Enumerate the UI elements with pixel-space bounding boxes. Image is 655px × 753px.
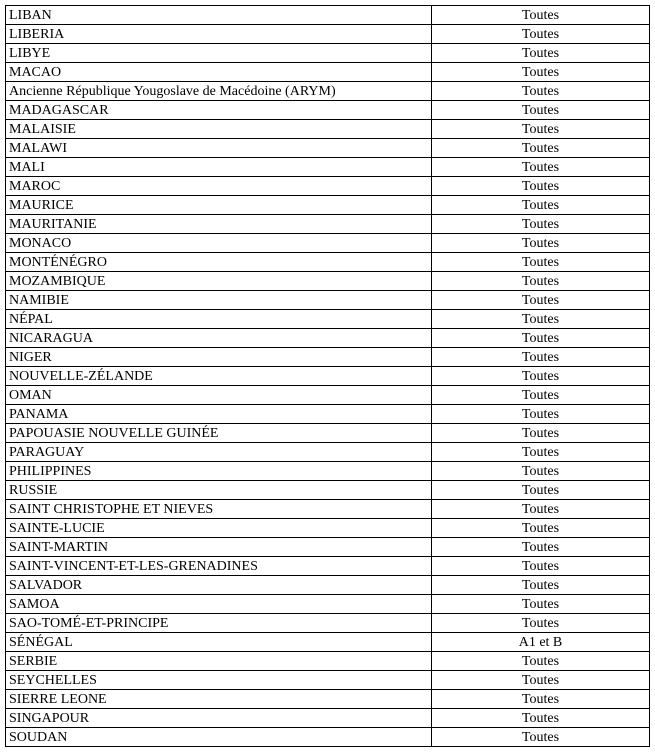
table-row — [6, 576, 650, 595]
category-cell: Toutes — [432, 424, 650, 443]
table-row — [6, 63, 650, 82]
table-row — [6, 633, 650, 652]
category-cell: Toutes — [432, 386, 650, 405]
country-cell: MOZAMBIQUE — [6, 272, 432, 291]
category-cell: Toutes — [432, 215, 650, 234]
table-row — [6, 177, 650, 196]
table-row — [6, 652, 650, 671]
table-row — [6, 158, 650, 177]
table-row — [6, 234, 650, 253]
country-cell: OMAN — [6, 386, 432, 405]
country-cell: PAPOUASIE NOUVELLE GUINÉE — [6, 424, 432, 443]
category-cell: Toutes — [432, 538, 650, 557]
table-row — [6, 671, 650, 690]
category-cell: Toutes — [432, 101, 650, 120]
table-row — [6, 367, 650, 386]
country-cell: NOUVELLE-ZÉLANDE — [6, 367, 432, 386]
category-cell: Toutes — [432, 595, 650, 614]
category-cell: Toutes — [432, 481, 650, 500]
country-cell: MAURITANIE — [6, 215, 432, 234]
country-cell: SALVADOR — [6, 576, 432, 595]
category-cell: Toutes — [432, 25, 650, 44]
table-row — [6, 614, 650, 633]
table-row — [6, 519, 650, 538]
category-cell: Toutes — [432, 405, 650, 424]
table-row — [6, 44, 650, 63]
category-cell: Toutes — [432, 6, 650, 25]
country-cell: NÉPAL — [6, 310, 432, 329]
table-row — [6, 196, 650, 215]
country-cell: SAINT CHRISTOPHE ET NIEVES — [6, 500, 432, 519]
category-cell: Toutes — [432, 576, 650, 595]
category-cell: Toutes — [432, 671, 650, 690]
table-row — [6, 120, 650, 139]
table-row — [6, 500, 650, 519]
category-cell: Toutes — [432, 557, 650, 576]
country-cell: Ancienne République Yougoslave de Macédoine (ARYM) — [6, 82, 432, 101]
country-cell: PHILIPPINES — [6, 462, 432, 481]
category-cell: Toutes — [432, 196, 650, 215]
country-cell: RUSSIE — [6, 481, 432, 500]
table-row — [6, 595, 650, 614]
category-cell: Toutes — [432, 462, 650, 481]
country-cell: MAURICE — [6, 196, 432, 215]
category-cell: Toutes — [432, 519, 650, 538]
table-row — [6, 481, 650, 500]
table-row — [6, 424, 650, 443]
table-row — [6, 557, 650, 576]
table-row — [6, 25, 650, 44]
category-cell: Toutes — [432, 310, 650, 329]
category-cell: Toutes — [432, 348, 650, 367]
category-cell: Toutes — [432, 291, 650, 310]
category-cell: Toutes — [432, 63, 650, 82]
country-cell: MONTÉNÉGRO — [6, 253, 432, 272]
country-cell: PANAMA — [6, 405, 432, 424]
category-cell: Toutes — [432, 139, 650, 158]
country-cell: MONACO — [6, 234, 432, 253]
country-cell: MALAWI — [6, 139, 432, 158]
category-cell: A1 et B — [432, 633, 650, 652]
country-cell: LIBAN — [6, 6, 432, 25]
category-cell: Toutes — [432, 82, 650, 101]
country-cell: PARAGUAY — [6, 443, 432, 462]
table-row — [6, 6, 650, 25]
table-body — [6, 6, 650, 747]
table-row — [6, 348, 650, 367]
category-cell: Toutes — [432, 158, 650, 177]
country-table — [5, 5, 650, 747]
country-cell: SAINT-VINCENT-ET-LES-GRENADINES — [6, 557, 432, 576]
table-row — [6, 728, 650, 747]
country-cell: MALAISIE — [6, 120, 432, 139]
category-cell: Toutes — [432, 690, 650, 709]
table-row — [6, 272, 650, 291]
table-row — [6, 405, 650, 424]
country-cell: NICARAGUA — [6, 329, 432, 348]
country-cell: NIGER — [6, 348, 432, 367]
country-cell: SEYCHELLES — [6, 671, 432, 690]
table-row — [6, 386, 650, 405]
country-cell: MADAGASCAR — [6, 101, 432, 120]
country-cell: MAROC — [6, 177, 432, 196]
category-cell: Toutes — [432, 652, 650, 671]
table-row — [6, 443, 650, 462]
table-row — [6, 139, 650, 158]
country-cell: SAO-TOMÉ-ET-PRINCIPE — [6, 614, 432, 633]
category-cell: Toutes — [432, 443, 650, 462]
table-row — [6, 310, 650, 329]
country-cell: LIBYE — [6, 44, 432, 63]
category-cell: Toutes — [432, 177, 650, 196]
country-cell: SOUDAN — [6, 728, 432, 747]
category-cell: Toutes — [432, 329, 650, 348]
country-cell: MACAO — [6, 63, 432, 82]
table-row — [6, 709, 650, 728]
category-cell: Toutes — [432, 234, 650, 253]
table-row — [6, 101, 650, 120]
category-cell: Toutes — [432, 44, 650, 63]
country-cell: SAMOA — [6, 595, 432, 614]
country-cell: LIBERIA — [6, 25, 432, 44]
country-cell: SIERRE LEONE — [6, 690, 432, 709]
category-cell: Toutes — [432, 367, 650, 386]
country-cell: NAMIBIE — [6, 291, 432, 310]
table-row — [6, 291, 650, 310]
category-cell: Toutes — [432, 728, 650, 747]
table-row — [6, 253, 650, 272]
category-cell: Toutes — [432, 709, 650, 728]
table-row — [6, 462, 650, 481]
category-cell: Toutes — [432, 120, 650, 139]
country-cell: SINGAPOUR — [6, 709, 432, 728]
country-cell: SÉNÉGAL — [6, 633, 432, 652]
country-cell: MALI — [6, 158, 432, 177]
table-row — [6, 82, 650, 101]
table-row — [6, 215, 650, 234]
country-cell: SERBIE — [6, 652, 432, 671]
country-cell: SAINT-MARTIN — [6, 538, 432, 557]
category-cell: Toutes — [432, 272, 650, 291]
table-row — [6, 538, 650, 557]
table-row — [6, 690, 650, 709]
table-row — [6, 329, 650, 348]
category-cell: Toutes — [432, 253, 650, 272]
country-cell: SAINTE-LUCIE — [6, 519, 432, 538]
category-cell: Toutes — [432, 500, 650, 519]
category-cell: Toutes — [432, 614, 650, 633]
